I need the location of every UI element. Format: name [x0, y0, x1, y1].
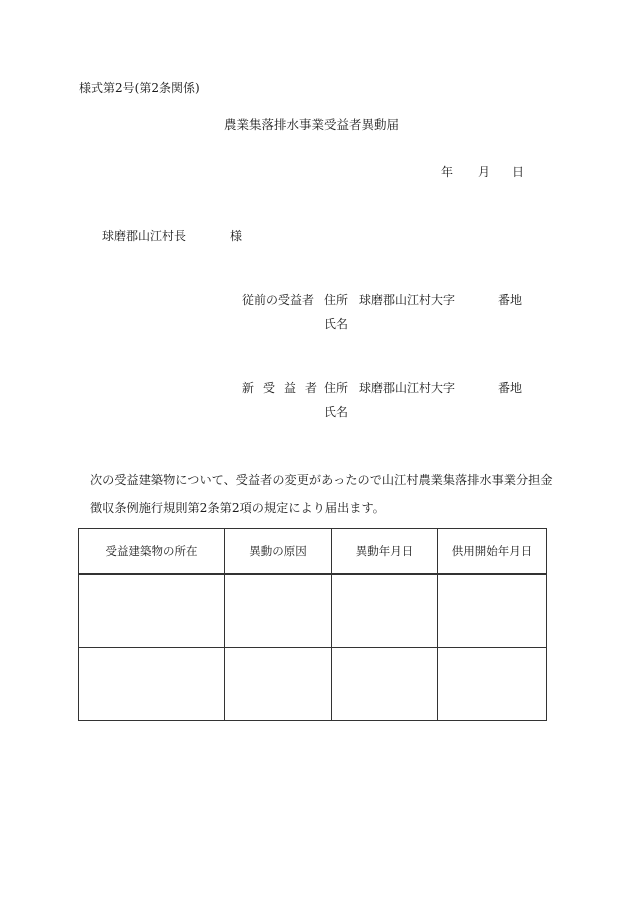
table-row — [79, 648, 547, 721]
header-building-location: 受益建築物の所在 — [79, 529, 225, 575]
previous-beneficiary-label: 従前の受益者 — [242, 293, 315, 307]
table-cell — [225, 648, 332, 721]
table-cell — [332, 648, 438, 721]
new-address-label: 住所 — [324, 381, 349, 395]
body-text-line-1: 次の受益建築物について、受益者の変更があったので山江村農業集落排水事業分担金 — [90, 473, 553, 487]
table-cell — [438, 648, 547, 721]
previous-address-label: 住所 — [324, 293, 349, 307]
table-cell — [79, 648, 225, 721]
date-month-label: 月 — [478, 165, 491, 179]
new-banchi-label: 番地 — [498, 381, 523, 395]
header-change-date: 異動年月日 — [332, 529, 438, 575]
table-header-row — [79, 529, 547, 575]
date-year-label: 年 — [441, 165, 454, 179]
header-change-reason: 異動の原因 — [225, 529, 332, 575]
form-number: 様式第2号(第2条関係) — [79, 81, 200, 95]
change-details-table — [78, 528, 547, 721]
document-title: 農業集落排水事業受益者異動届 — [224, 117, 400, 132]
date-day-label: 日 — [512, 165, 525, 179]
new-beneficiary-label: 新受益者 — [242, 381, 327, 395]
table-cell — [79, 574, 225, 648]
new-name-label: 氏名 — [324, 405, 349, 419]
table-cell — [225, 574, 332, 648]
body-text-line-2: 徴収条例施行規則第2条第2項の規定により届出ます。 — [90, 501, 385, 515]
new-address-value: 球磨郡山江村大字 — [359, 381, 456, 395]
previous-address-value: 球磨郡山江村大字 — [359, 293, 456, 307]
addressee-honorific: 様 — [230, 229, 243, 243]
table-cell — [438, 574, 547, 648]
table-cell — [332, 574, 438, 648]
header-service-start-date: 供用開始年月日 — [438, 529, 547, 575]
addressee-name: 球磨郡山江村長 — [102, 229, 187, 243]
previous-banchi-label: 番地 — [498, 293, 523, 307]
table-row — [79, 574, 547, 648]
previous-name-label: 氏名 — [324, 317, 349, 331]
